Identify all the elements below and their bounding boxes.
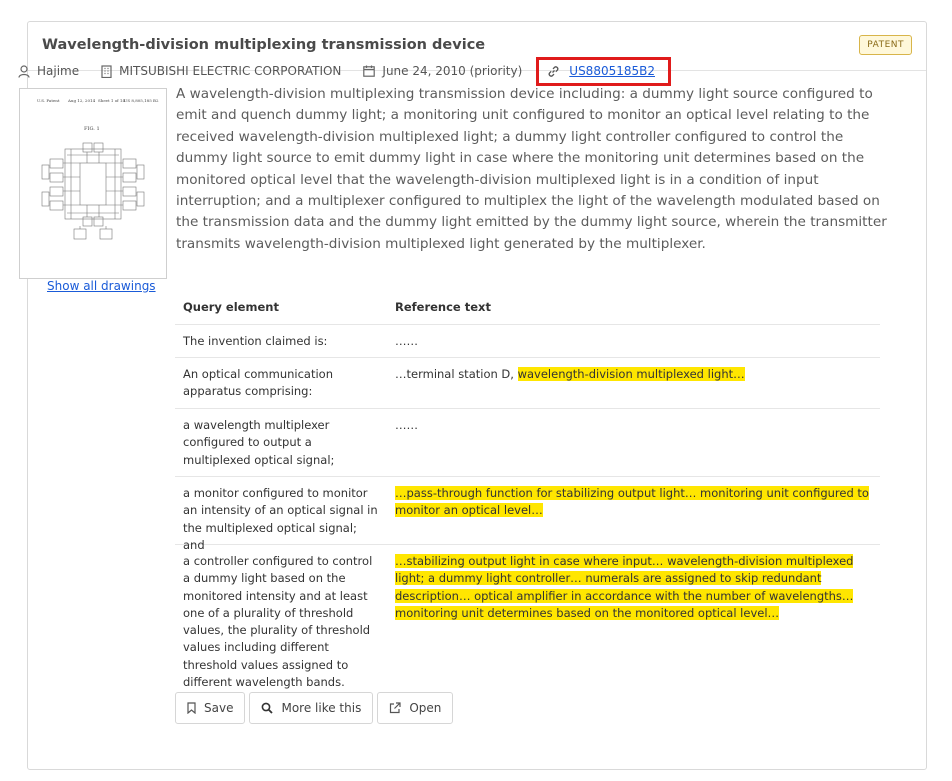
query-cell: a controller configured to control a dummy light based on the monitored intensity and at least one of a plurality of threshold values, the plurality of threshold values including different threshold values assigned to different wavelength bands. [183, 554, 373, 690]
calendar-icon [363, 65, 375, 77]
external-link-icon [389, 702, 401, 714]
building-icon [101, 65, 112, 78]
query-cell: The invention claimed is: [183, 334, 328, 348]
bookmark-icon [187, 702, 196, 714]
reference-text: …… [395, 334, 418, 348]
more-like-this-label: More like this [281, 701, 362, 715]
table-row [175, 409, 880, 477]
table-row [175, 358, 880, 409]
patent-number-highlight-box [536, 57, 671, 86]
query-cell: An optical communication apparatus comprising: [183, 367, 334, 399]
show-all-drawings-link[interactable]: Show all drawings [47, 279, 156, 293]
patent-abstract: A wavelength-division multiplexing transmission device including: a dummy light source configured to emit and quench dummy light; a monitoring unit configured to monitor an optical level relating to the received wavelength-division multiplexed light; a dummy light controller configured to control the dummy light source to emit dummy light in case where the monitoring unit determines based on the monitored optical level that the wavelength-division multiplexed light is in a condition of input interruption; and a multiplexer configured to multiplex the light of the wavelength modulated based on the transmission data and the dummy light emitted by the dummy light source, wherein the transmitter transmits wavelength-division multiplexed light generated by the multiplexer. [176, 86, 887, 252]
table-row [175, 545, 880, 695]
drawing-header-num: US 8,805,185 B2 [124, 98, 159, 103]
reference-cell [395, 417, 877, 434]
table-row [175, 325, 880, 358]
more-like-this-button[interactable] [249, 692, 373, 724]
save-label: Save [204, 701, 234, 715]
patent-drawing-image [20, 89, 166, 278]
table-row [175, 477, 880, 552]
highlighted-reference-text: wavelength-division multiplexed light… [517, 367, 745, 381]
highlighted-reference-text: …pass-through function for stabilizing output light… monitoring unit configured to monitor an optical level… [395, 486, 869, 518]
assignee [101, 64, 341, 78]
reference-text: …terminal station D, [395, 367, 518, 381]
inventor-name: Hajime [37, 64, 80, 78]
patent-badge: PATENT [859, 35, 912, 55]
highlighted-reference-text: …stabilizing output light in case where input… wavelength-division multiplexed light; a dummy light controller… numerals are assigned to skip redundant description… optical amplifier in accordance with the number of wavelengths… monitoring unit determines based on the monitored optical level… [395, 554, 854, 620]
drawing-header-mid: Aug 12, 2014 [68, 98, 96, 103]
column-header-reference: Reference text [395, 300, 491, 314]
reference-cell [395, 485, 877, 520]
reference-cell [395, 333, 877, 350]
reference-cell [395, 553, 877, 622]
card-actions [175, 692, 457, 724]
open-button[interactable] [377, 692, 453, 724]
patent-drawing-thumbnail[interactable] [19, 88, 167, 279]
patent-meta-row [18, 61, 671, 81]
claim-mapping-table [175, 270, 880, 695]
reference-cell [395, 366, 877, 383]
assignee-name: MITSUBISHI ELECTRIC CORPORATION [119, 64, 342, 78]
drawing-header-left: U.S. Patent [37, 98, 60, 103]
link-icon [547, 65, 560, 78]
patent-title[interactable]: Wavelength-division multiplexing transmission device [42, 37, 486, 53]
drawing-fig-label: FIG. 1 [84, 126, 100, 132]
reference-text: …… [395, 418, 418, 432]
search-icon [261, 702, 273, 714]
column-header-query: Query element [183, 300, 279, 314]
inventor [18, 64, 79, 78]
open-label: Open [409, 701, 442, 715]
priority-date [363, 64, 522, 78]
save-button[interactable] [175, 692, 245, 724]
patent-number-link[interactable]: US8805185B2 [569, 64, 655, 78]
drawing-header-sheet: Sheet 1 of 14 [98, 98, 125, 103]
table-header-row [175, 270, 880, 325]
query-cell: a wavelength multiplexer configured to output a multiplexed optical signal; [183, 418, 335, 467]
query-cell: a monitor configured to monitor an intensity of an optical signal in the multiplexed optical signal; and [183, 486, 378, 552]
person-icon [18, 65, 30, 78]
date-text: June 24, 2010 (priority) [382, 64, 523, 78]
